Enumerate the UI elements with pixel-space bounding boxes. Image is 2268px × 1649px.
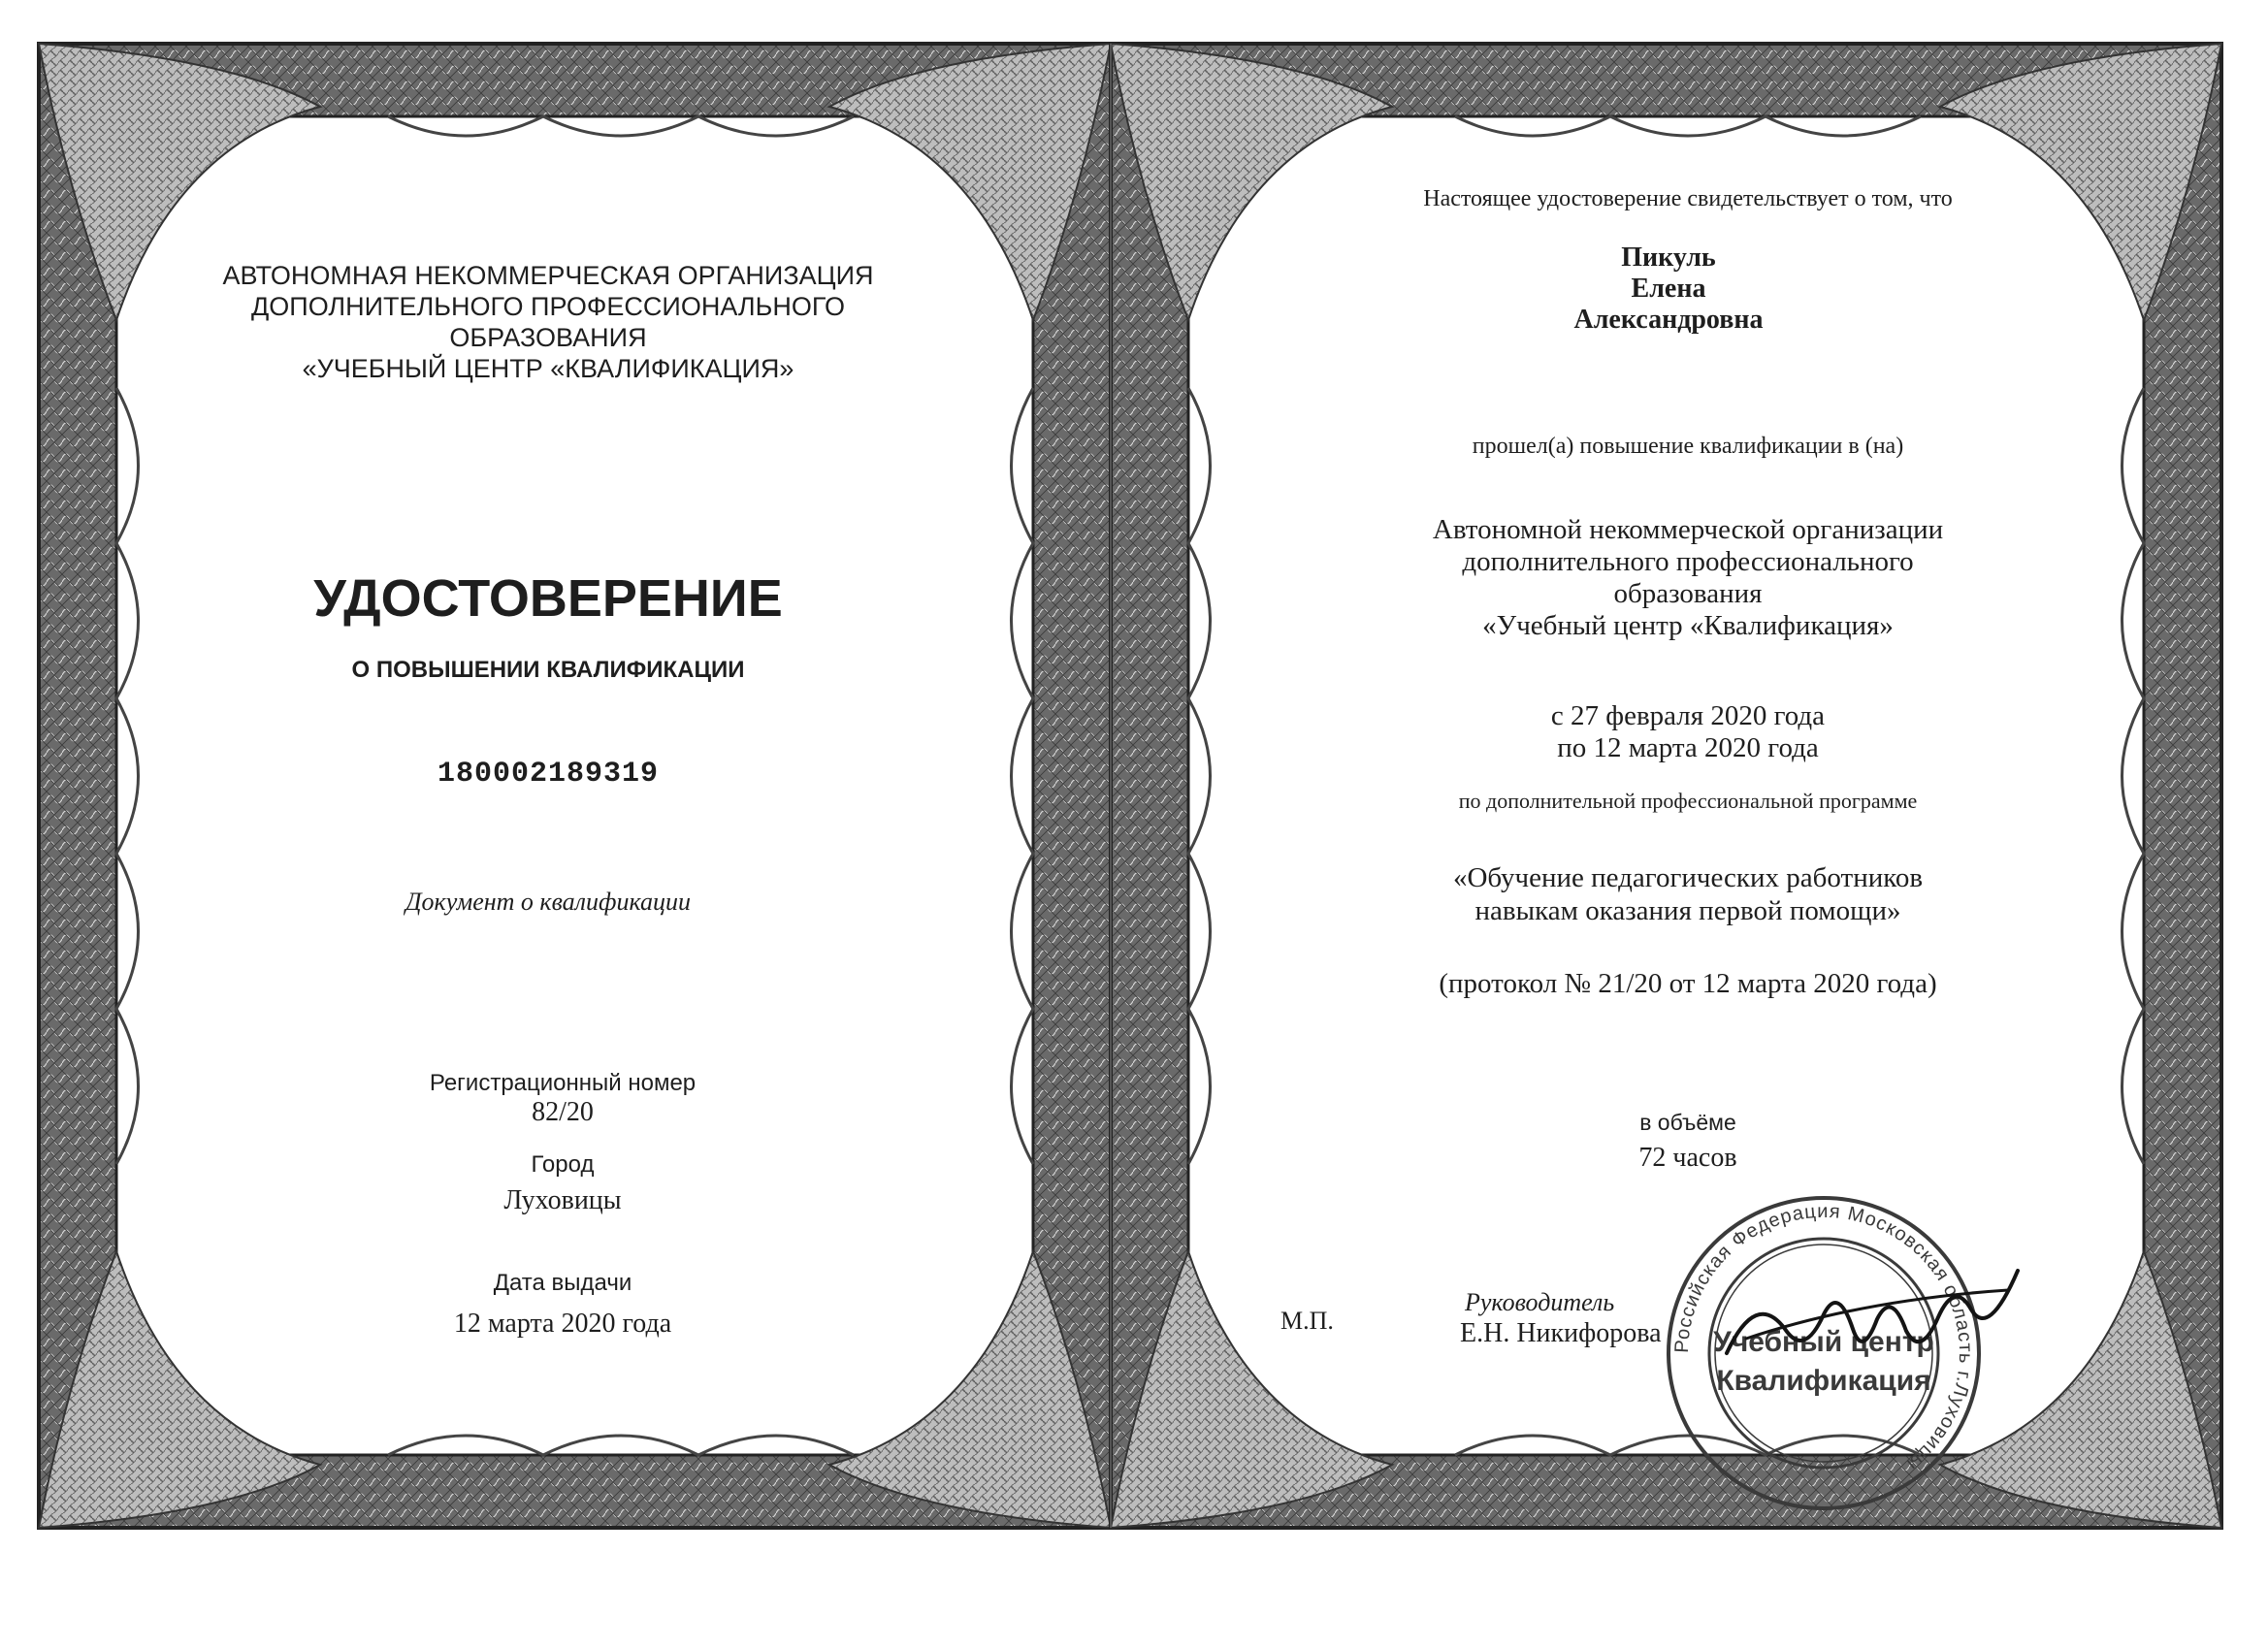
date-from: с 27 февраля 2020 года bbox=[1550, 700, 1826, 731]
registration-label: Регистрационный номер bbox=[429, 1070, 697, 1096]
program-line: навыкам оказания первой помощи» bbox=[1474, 895, 1901, 926]
program-name bbox=[1261, 861, 2115, 927]
organization-line: ОБРАЗОВАНИЯ bbox=[449, 323, 647, 352]
registration-number: 82/20 bbox=[532, 1097, 594, 1127]
institution-name bbox=[1261, 514, 2115, 642]
holder-surname: Пикуль bbox=[1621, 242, 1716, 273]
organization-line: ДОПОЛНИТЕЛЬНОГО ПРОФЕССИОНАЛЬНОГО bbox=[251, 292, 845, 321]
volume: 72 часов bbox=[1638, 1143, 1737, 1173]
intro-text: Настоящее удостоверение свидетельствует о том, что bbox=[1423, 186, 1953, 211]
city: Луховицы bbox=[503, 1185, 622, 1215]
certificate-title: УДОСТОВЕРЕНИЕ bbox=[313, 569, 783, 628]
date-to: по 12 марта 2020 года bbox=[1557, 732, 1819, 763]
holder-first-name: Елена bbox=[1631, 274, 1706, 304]
program-line: «Обучение педагогических работников bbox=[1452, 862, 1924, 893]
institution-line: Автономной некоммерческой организации bbox=[1432, 514, 1944, 545]
completed-text: прошел(а) повышение квалификации в (на) bbox=[1472, 434, 1904, 459]
seal-inner-line: Квалификация bbox=[1716, 1365, 1931, 1397]
certificate-subtitle: О ПОВЫШЕНИИ КВАЛИФИКАЦИИ bbox=[351, 657, 745, 683]
institution-line: «Учебный центр «Квалификация» bbox=[1482, 610, 1894, 641]
seal-inner-line: Учебный центр bbox=[1713, 1326, 1934, 1358]
document-type: Документ о квалификации bbox=[405, 888, 691, 916]
director-signature bbox=[1717, 1261, 2027, 1387]
protocol: (протокол № 21/20 от 12 марта 2020 года) bbox=[1439, 968, 1937, 999]
issue-date-label: Дата выдачи bbox=[493, 1270, 632, 1296]
volume-label: в объёме bbox=[1639, 1110, 1736, 1135]
holder-name bbox=[1416, 242, 1921, 336]
director-label: Руководитель bbox=[1465, 1288, 1615, 1316]
holder-patronymic: Александровна bbox=[1573, 305, 1764, 335]
organization-line: АВТОНОМНАЯ НЕКОММЕРЧЕСКАЯ ОРГАНИЗАЦИЯ bbox=[222, 261, 874, 290]
training-period bbox=[1261, 700, 2115, 764]
organization-line: «УЧЕБНЫЙ ЦЕНТР «КВАЛИФИКАЦИЯ» bbox=[302, 354, 794, 383]
institution-line: дополнительного профессионального bbox=[1462, 546, 1914, 577]
seal-place: М.П. bbox=[1280, 1307, 1334, 1335]
organization-name bbox=[194, 260, 902, 384]
director-name: Е.Н. Никифорова bbox=[1460, 1318, 1662, 1348]
city-label: Город bbox=[531, 1151, 595, 1178]
issue-date: 12 марта 2020 года bbox=[453, 1309, 672, 1339]
serial-number: 180002189319 bbox=[437, 758, 660, 791]
seal-outer-text: Российская Федерация Московская область г.Луховицы bbox=[1670, 1200, 1977, 1475]
institution-line: образования bbox=[1613, 578, 1763, 609]
program-label: по дополнительной профессиональной программе bbox=[1458, 789, 1918, 813]
